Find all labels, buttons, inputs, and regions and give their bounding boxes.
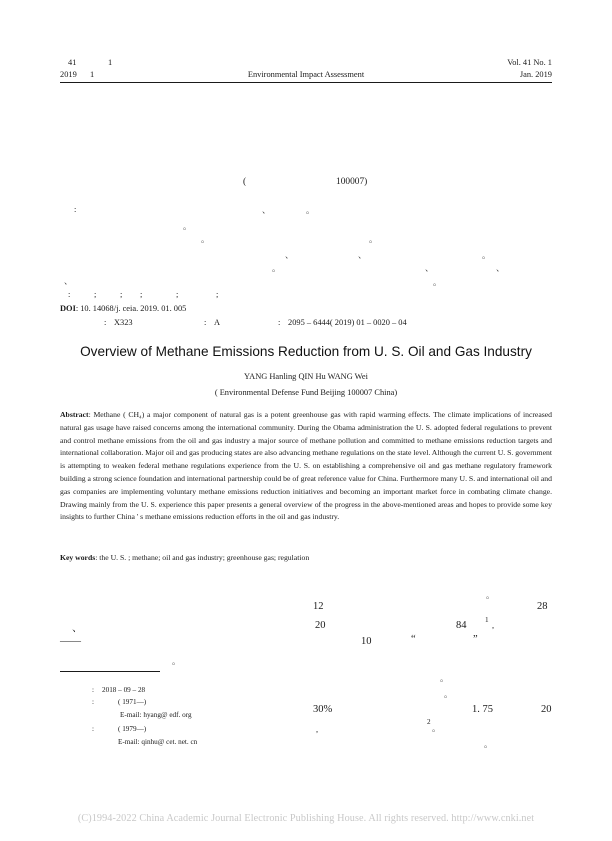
doi-value: : 10. 14068/j. ceia. 2019. 01. 005 bbox=[75, 304, 187, 313]
cn-postcode: 100007) bbox=[336, 177, 368, 187]
body-number: 20 bbox=[315, 620, 326, 631]
header-month: 1 bbox=[90, 70, 95, 79]
body-mark: 。 bbox=[440, 674, 449, 683]
cn-mark: 。 bbox=[433, 278, 442, 287]
body-number: 12 bbox=[313, 601, 324, 612]
cn-abstract-label: : bbox=[74, 205, 77, 214]
body-mark: 。 bbox=[432, 724, 441, 733]
cn-mark: 、 bbox=[358, 251, 367, 260]
english-abstract bbox=[60, 409, 552, 524]
author2-email: E-mail: qinhu@ cet. net. cn bbox=[118, 738, 198, 746]
body-number: 10 bbox=[361, 636, 372, 647]
received-date: 2018 – 09 – 28 bbox=[102, 686, 146, 694]
header-vol-issue: Vol. 41 No. 1 bbox=[507, 58, 552, 67]
english-authors: YANG Hanling QIN Hu WANG Wei bbox=[244, 372, 368, 381]
doi-label: DOI bbox=[60, 304, 76, 313]
author1-years: ( 1971—) bbox=[118, 698, 147, 706]
english-affiliation: ( Environmental Defense Fund Beijing 100007 China) bbox=[214, 388, 398, 397]
author2-years: ( 1979—) bbox=[118, 725, 147, 733]
cn-mark: 、 bbox=[496, 264, 505, 273]
cn-keywords-label: : bbox=[68, 290, 71, 299]
cn-keyword-sep: ; bbox=[140, 290, 143, 299]
cn-keyword-sep: ; bbox=[176, 290, 179, 299]
cn-keyword-sep: ; bbox=[120, 290, 123, 299]
cn-mark: 。 bbox=[183, 222, 192, 231]
header-rule bbox=[60, 82, 552, 83]
footnote-rule bbox=[60, 671, 160, 672]
body-percent: 30% bbox=[313, 704, 333, 715]
doc-code-label: : bbox=[204, 318, 207, 327]
reference-marker: 1 bbox=[485, 616, 489, 624]
abstract-label: Abstract bbox=[60, 410, 89, 419]
header-date: Jan. 2019 bbox=[519, 70, 552, 79]
body-mark: 。 bbox=[444, 690, 453, 699]
header-journal-name: Environmental Impact Assessment bbox=[247, 70, 365, 79]
body-number: 1. 75 bbox=[472, 704, 493, 715]
cn-mark: 、 bbox=[64, 277, 73, 286]
body-number: 84 bbox=[456, 620, 467, 631]
body-quote: “ bbox=[411, 634, 416, 645]
cn-keyword-sep: ; bbox=[216, 290, 219, 299]
author1-email: E-mail: hyang@ edf. org bbox=[120, 711, 192, 719]
keywords-label: Key words bbox=[60, 553, 96, 562]
copyright-footer: (C)1994-2022 China Academic Journal Electronic Publishing House. All rights reserved. http://www.cnki.net bbox=[77, 813, 535, 824]
author2-label: : bbox=[92, 725, 94, 733]
cn-mark: 。 bbox=[369, 235, 378, 244]
header-issue: 1 bbox=[108, 58, 113, 67]
body-mark: 、 bbox=[72, 623, 83, 634]
header-volume: 41 bbox=[68, 58, 77, 67]
header-year: 2019 bbox=[60, 70, 77, 79]
body-mark: 。 bbox=[486, 591, 495, 600]
article-id-label: : bbox=[278, 318, 281, 327]
body-quote: ” bbox=[473, 634, 478, 645]
cn-mark: 、 bbox=[425, 264, 434, 273]
body-mark: , bbox=[316, 725, 319, 734]
body-number: 20 bbox=[541, 704, 552, 715]
received-label: : bbox=[92, 686, 94, 694]
body-dash: —— bbox=[60, 636, 81, 647]
author1-label: : bbox=[92, 698, 94, 706]
body-mark: 。 bbox=[484, 740, 493, 749]
english-keywords bbox=[60, 553, 309, 562]
cn-keyword-sep: ; bbox=[94, 290, 97, 299]
body-number: 28 bbox=[537, 601, 548, 612]
cn-mark: 。 bbox=[272, 264, 281, 273]
clc-label: : bbox=[104, 318, 107, 327]
abstract-body: : Methane ( CH₄) a major component of natural gas is a potent greenhouse gas with rapid warming effects. The climate implications of increased natural gas usage have raised concerns among the international community. During the Obama administration the U. S. adopted federal regulations to prevent and control methane emissions from the oil and gas industry a major source of methane pollution and committed to methane emissions reduction targets and international collaboration. Major oil and gas producing states are also advancing methane regulations on the state level. Although the current U. S. government is attempting to weaken federal methane regulations experience from the U. S. on establishing a comprehensive oil and gas methane regulatory framework building a strong science foundation and international partnership could be of great reference value for China. Furthermore many U. S. and international oil and gas companies are implementing voluntary methane emissions reduction initiatives and becoming an important market force in combating climate change. Drawing mainly from the U. S. experience this paper presents a general overview of the progress in the above-mentioned areas and hopes to provide some key insights to further China ' s methane emissions reduction efforts in the oil and gas industry. bbox=[60, 410, 552, 522]
cn-mark: 、 bbox=[262, 206, 271, 215]
article-id-value: 2095 – 6444( 2019) 01 – 0020 – 04 bbox=[288, 318, 407, 327]
body-mark: 。 bbox=[172, 657, 181, 666]
english-title: Overview of Methane Emissions Reduction from U. S. Oil and Gas Industry bbox=[80, 344, 532, 359]
cn-mark: 。 bbox=[306, 206, 315, 215]
keywords-body: : the U. S. ; methane; oil and gas industry; greenhouse gas; regulation bbox=[95, 553, 310, 562]
clc-value: X323 bbox=[114, 318, 133, 327]
cn-mark: 。 bbox=[201, 235, 210, 244]
body-mark: , bbox=[492, 621, 495, 630]
cn-mark: 、 bbox=[285, 251, 294, 260]
doc-code-value: A bbox=[214, 318, 221, 327]
cn-mark: 。 bbox=[482, 251, 491, 260]
reference-marker: 2 bbox=[427, 718, 431, 726]
cn-affiliation-paren: ( bbox=[243, 177, 247, 187]
